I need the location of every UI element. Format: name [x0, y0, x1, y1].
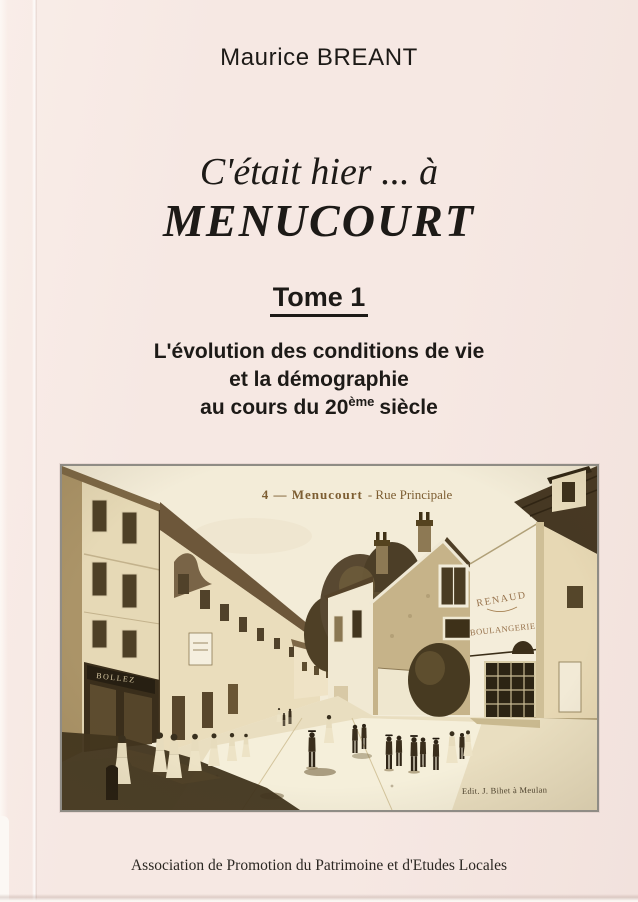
- spine-crease: [32, 0, 37, 902]
- cover-bottom-edge: [0, 894, 638, 902]
- subtitle-line-1: L'évolution des conditions de vie: [153, 340, 485, 363]
- publisher-line: Association de Promotion du Patrimoine et d'Etudes Locales: [130, 857, 508, 874]
- volume-label: Tome 1: [0, 282, 638, 313]
- postcard-photo: [60, 464, 599, 812]
- cover-left-edge: [0, 0, 8, 902]
- subtitle: [0, 338, 638, 422]
- photo-vignette: [62, 466, 597, 810]
- book-title-line2: MENUCOURT: [163, 195, 475, 246]
- street-photo-illustration: [62, 466, 597, 810]
- subtitle-line-3: au cours du 20ème siècle: [200, 394, 438, 419]
- author-name: Maurice BREANT: [220, 44, 418, 71]
- subtitle-line-2: et la démographie: [229, 368, 409, 391]
- book-title-line1: C'était hier ... à: [199, 151, 439, 193]
- bottom-left-page-edge: [0, 816, 9, 902]
